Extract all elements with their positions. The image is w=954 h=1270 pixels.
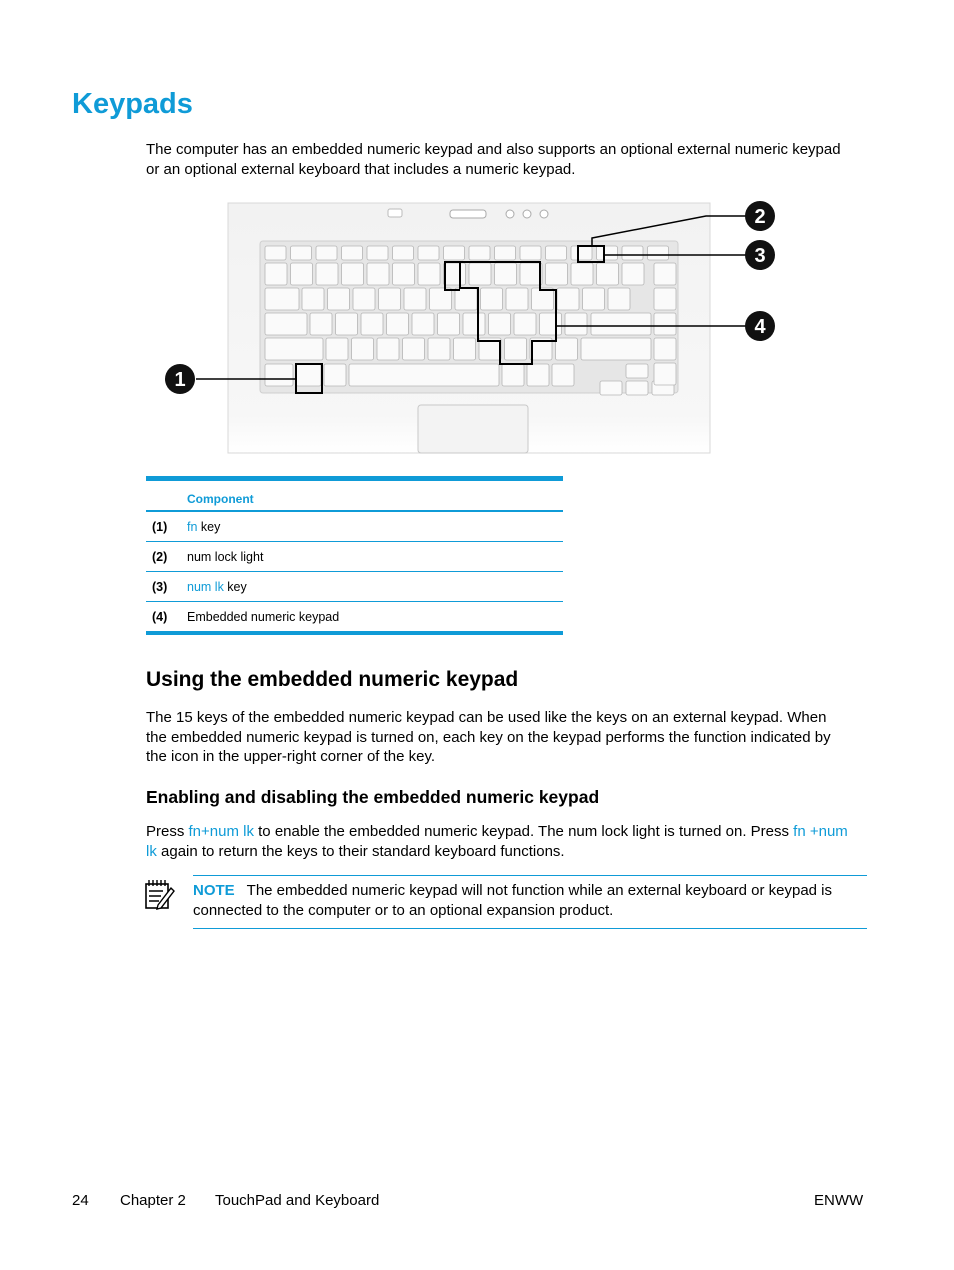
table-row: (1) fn key (146, 512, 563, 542)
keyboard-key (463, 313, 485, 335)
keyboard-key (393, 246, 414, 260)
page-title: Keypads (72, 88, 193, 120)
intro-paragraph: The computer has an embedded numeric keypad and also supports an optional external numeric keypad or an optional external keyboard that includes a numeric keypad. (146, 141, 841, 178)
keyboard-key (654, 288, 676, 310)
callout-3 (745, 240, 775, 270)
fn-num-lk-link-2[interactable]: fn +num lk (146, 823, 848, 860)
keyboard-key (583, 288, 605, 310)
note-icon (144, 878, 176, 912)
keyboard-key (438, 313, 460, 335)
callout-1 (165, 364, 195, 394)
svg-text:3: 3 (754, 245, 766, 267)
table-row: (3) num lk key (146, 572, 563, 602)
keyboard-key (495, 263, 517, 285)
keyboard-key (291, 246, 312, 260)
keyboard-key (527, 364, 549, 386)
keyboard-key (291, 263, 313, 285)
component-table (146, 476, 563, 635)
keyboard-key (326, 338, 348, 360)
fn-num-lk-link[interactable]: fn+num lk (188, 823, 254, 840)
keyboard-key (310, 313, 332, 335)
keyboard-key (556, 338, 578, 360)
keyboard-key (367, 246, 388, 260)
note-text: NOTE The embedded numeric keypad will not function while an external keyboard or keypad is connected to the computer or to an optional expansion product. (193, 882, 833, 919)
keyboard-key (342, 246, 363, 260)
keyboard-key (469, 263, 491, 285)
keyboard-key (302, 288, 324, 310)
keyboard-key (654, 263, 676, 285)
keyboard-key (546, 263, 568, 285)
keyboard-key (404, 288, 426, 310)
keyboard-key (571, 263, 593, 285)
keyboard-illustration (160, 195, 780, 455)
note-label: NOTE (193, 882, 235, 899)
keyboard-key (444, 263, 466, 285)
keyboard-key (324, 364, 346, 386)
keyboard-key (367, 263, 389, 285)
keyboard-key (349, 364, 499, 386)
keyboard-key (557, 288, 579, 310)
keyboard-key (265, 313, 307, 335)
keyboard-key (412, 313, 434, 335)
keyboard-key (428, 338, 450, 360)
table-row: (2) num lock light (146, 542, 563, 572)
keyboard-key (654, 363, 676, 385)
keyboard-key (316, 246, 337, 260)
keyboard-key (336, 313, 358, 335)
keyboard-key (403, 338, 425, 360)
keyboard-key (377, 338, 399, 360)
keyboard-key (265, 246, 286, 260)
keyboard-key (546, 246, 567, 260)
keyboard-key (481, 288, 503, 310)
keyboard-key (393, 263, 415, 285)
keyboard-key (552, 364, 574, 386)
keyboard-key (265, 364, 293, 386)
keyboard-key (489, 313, 511, 335)
keyboard-key (296, 364, 321, 386)
svg-text:1: 1 (174, 369, 186, 391)
keyboard-key (622, 246, 643, 260)
keyboard-key (626, 381, 648, 395)
keyboard-key (265, 338, 323, 360)
keyboard-key (352, 338, 374, 360)
keyboard-key (495, 246, 516, 260)
keyboard-key (520, 246, 541, 260)
footer-chapter-title: TouchPad and Keyboard (215, 1192, 380, 1209)
keyboard-key (430, 288, 452, 310)
keyboard-key (540, 313, 562, 335)
table-header-component: Component (187, 492, 254, 506)
keyboard-key (608, 288, 630, 310)
keyboard-key (571, 246, 592, 260)
subsection-heading: Enabling and disabling the embedded numeric keypad (146, 787, 600, 807)
footer-right: ENWW (814, 1192, 864, 1209)
keyboard-key (418, 246, 439, 260)
subsection-paragraph: Press fn+num lk to enable the embedded numeric keypad. The num lock light is turned on. Press fn +num lk again to return the keys to their standard keyboard functions. (146, 823, 848, 860)
keyboard-key (265, 263, 287, 285)
keyboard-key (316, 263, 338, 285)
keyboard-key (654, 313, 676, 335)
callout-2 (745, 201, 775, 231)
footer-chapter: Chapter 2 (120, 1192, 186, 1209)
keyboard-key (506, 288, 528, 310)
keyboard-key (265, 288, 299, 310)
keyboard-key (532, 288, 554, 310)
keyboard-key (581, 338, 651, 360)
table-header (146, 481, 563, 510)
keyboard-key (626, 364, 648, 378)
keyboard-key (353, 288, 375, 310)
section-paragraph: The 15 keys of the embedded numeric keypad can be used like the keys on an external keypad. When the embedded numeric keypad is turned on, each key on the keypad performs the function indicated by the icon in the upper-right corner of the key. (146, 709, 831, 765)
keyboard-key (418, 263, 440, 285)
keyboard-key (648, 246, 669, 260)
keyboard-key (387, 313, 409, 335)
svg-text:2: 2 (754, 206, 766, 228)
keyboard-key (622, 263, 644, 285)
keyboard-key (502, 364, 524, 386)
keyboard-key (505, 338, 527, 360)
svg-text:4: 4 (754, 316, 766, 338)
keyboard-key (342, 263, 364, 285)
keyboard-key (597, 263, 619, 285)
page-number: 24 (72, 1192, 89, 1209)
keyboard-key (469, 246, 490, 260)
keyboard-key (454, 338, 476, 360)
keyboard-key (514, 313, 536, 335)
keyboard-key (600, 381, 622, 395)
keyboard-key (597, 246, 618, 260)
table-row: (4) Embedded numeric keypad (152, 610, 340, 624)
section-heading: Using the embedded numeric keypad (146, 668, 519, 691)
keyboard-key (455, 288, 477, 310)
callout-4 (745, 311, 775, 341)
keyboard-key (520, 263, 542, 285)
keyboard-key (379, 288, 401, 310)
keyboard-key (654, 338, 676, 360)
keyboard-key (444, 246, 465, 260)
keyboard-key (591, 313, 651, 335)
keyboard-key (361, 313, 383, 335)
keyboard-key (565, 313, 587, 335)
keyboard-key (328, 288, 350, 310)
